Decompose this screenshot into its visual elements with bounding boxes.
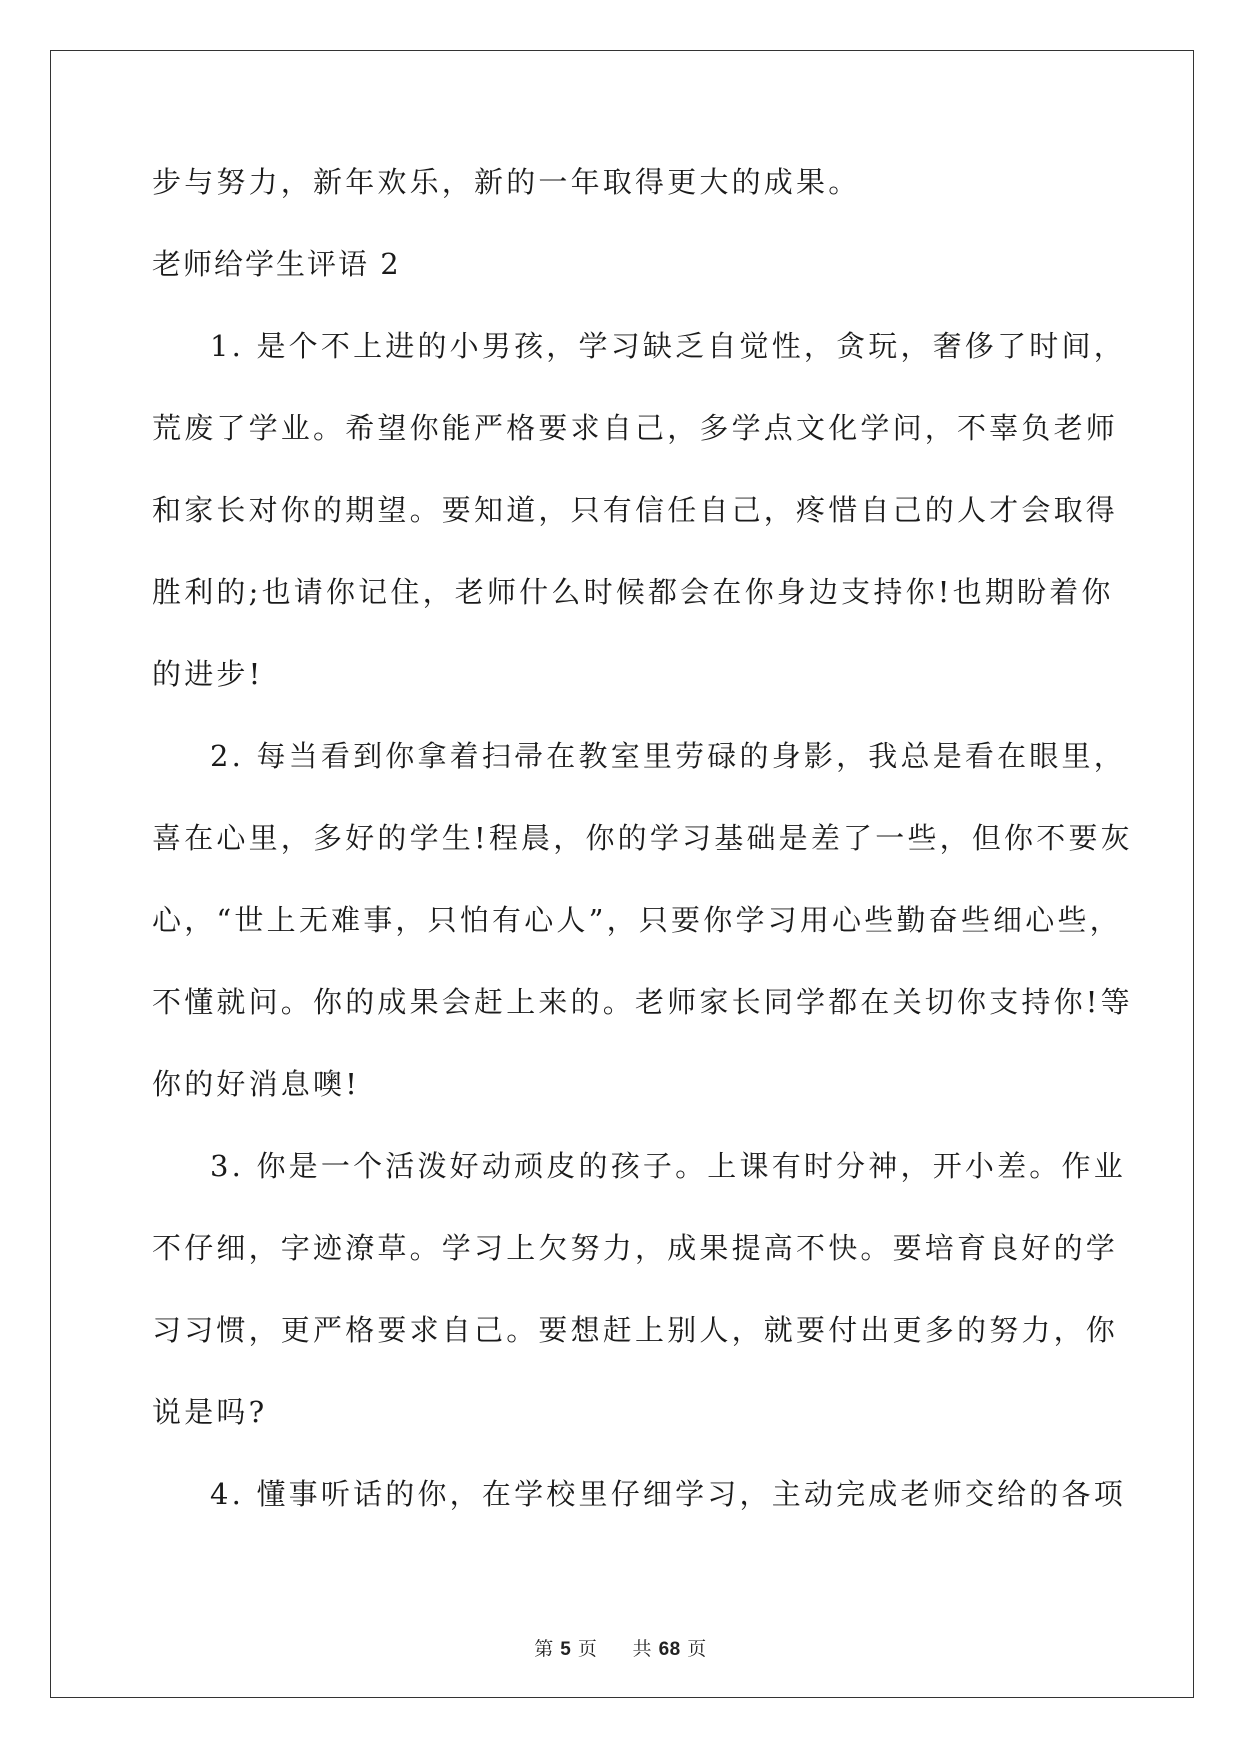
paragraph-line: 习习惯，更严格要求自己。要想赶上别人，就要付出更多的努力，你 [152, 1313, 1119, 1347]
document-body [152, 165, 1133, 1559]
paragraph-line: 4. 懂事听话的你，在学校里仔细学习，主动完成老师交给的各项 [210, 1477, 1126, 1511]
footer-prefix: 第 [534, 1638, 554, 1660]
footer-total-prefix: 共 [632, 1638, 653, 1660]
paragraph-line: 2. 每当看到你拿着扫帚在教室里劳碌的身影，我总是看在眼里， [210, 739, 1126, 773]
paragraph-line: 胜利的;也请你记住，老师什么时候都会在你身边支持你!也期盼着你 [152, 575, 1114, 609]
total-pages-number: 68 [658, 1639, 681, 1660]
footer-page-suffix: 页 [577, 1638, 598, 1660]
paragraph-line: 不懂就问。你的成果会赶上来的。老师家长同学都在关切你支持你!等 [152, 985, 1133, 1019]
paragraph-line: 你的好消息噢! [152, 1067, 361, 1101]
section-heading: 老师给学生评语 2 [152, 247, 401, 281]
paragraph-line: 步与努力，新年欢乐，新的一年取得更大的成果。 [152, 165, 861, 199]
paragraph-line: 喜在心里，多好的学生!程晨，你的学习基础是差了一些，但你不要灰 [152, 821, 1133, 855]
paragraph-line: 和家长对你的期望。要知道，只有信任自己，疼惜自己的人才会取得 [152, 493, 1119, 527]
paragraph-line: 荒废了学业。希望你能严格要求自己，多学点文化学问，不辜负老师 [152, 411, 1119, 445]
paragraph-line: 不仔细，字迹潦草。学习上欠努力，成果提高不快。要培育良好的学 [152, 1231, 1119, 1265]
paragraph-line: 1. 是个不上进的小男孩，学习缺乏自觉性，贪玩，奢侈了时间， [210, 329, 1126, 363]
page-footer [0, 1634, 1241, 1661]
footer-total-suffix: 页 [687, 1638, 707, 1660]
paragraph-line: 说是吗? [152, 1395, 268, 1429]
current-page-number: 5 [560, 1639, 572, 1660]
paragraph-line: 的进步! [152, 657, 264, 691]
paragraph-line: 3. 你是一个活泼好动顽皮的孩子。上课有时分神，开小差。作业 [210, 1149, 1126, 1183]
paragraph-line: 心，“世上无难事，只怕有心人”，只要你学习用心些勤奋些细心些， [152, 903, 1122, 937]
